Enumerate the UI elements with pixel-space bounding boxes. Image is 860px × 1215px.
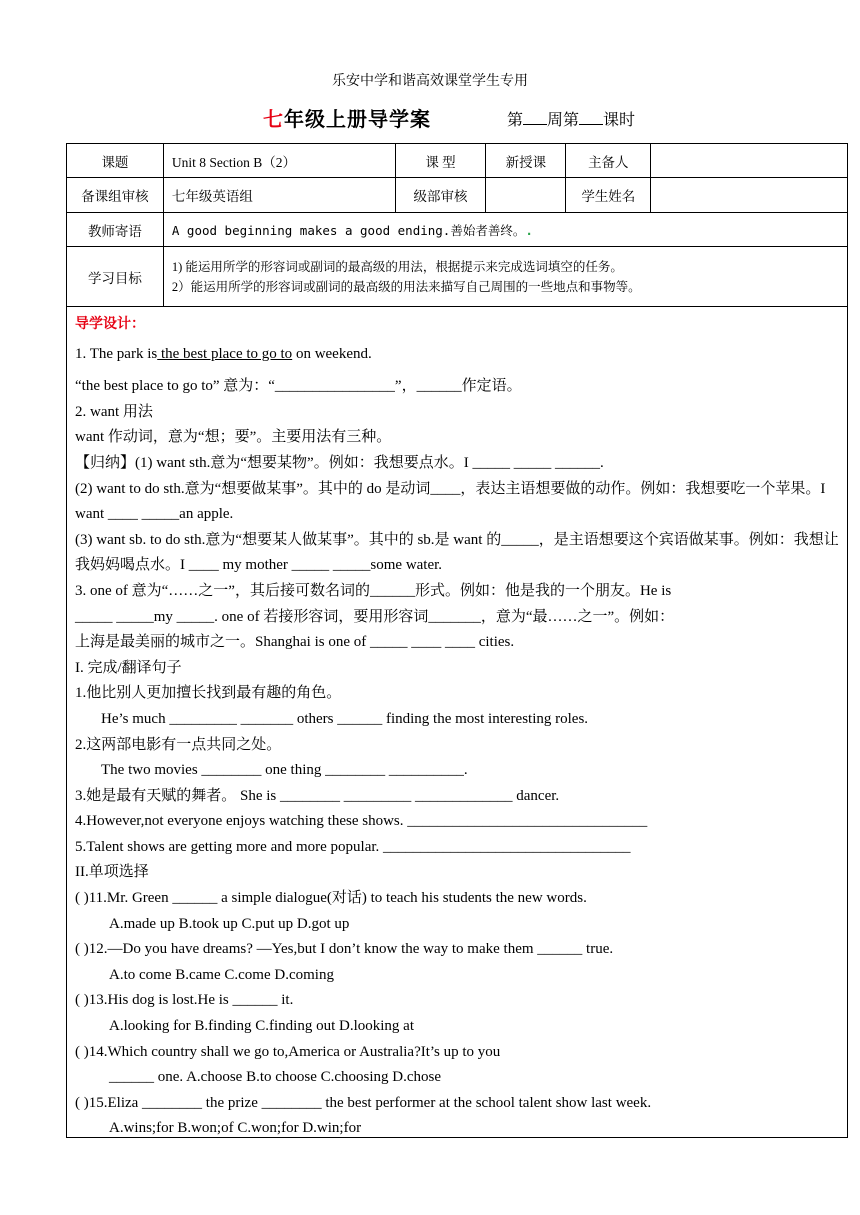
teacher-message-text: A good beginning makes a good ending.善始者善终。 [171,222,526,238]
value-grade-review[interactable] [486,178,566,213]
week-period [507,107,635,130]
label-group-review: 备课组审核 [67,178,164,213]
info-table [66,143,848,307]
school-line: 乐安中学和谐高效课堂学生专用 [332,74,528,89]
label-lesson-type: 课 型 [395,144,486,178]
info-row-message [67,213,848,247]
line-18: 5.Talent shows are getting more and more popular. _________________________________ [75,838,631,855]
question-12-options: A.to come B.came C.come D.coming [109,966,334,983]
question-14: ( )14.Which country shall we go to,America or Australia?It’s up to you [75,1043,501,1060]
line-12: 1.他比别人更加擅长找到最有趣的角色。 [75,685,342,702]
line-8: 3. one of 意为“……之一”，其后接可数名词的______形式。例如：他是我的一个朋友。He is [75,582,672,599]
line-9: _____ _____my _____. one of 若接形容词，要用形容词_______，意为“最……之一”。例如： [75,608,675,625]
line-3: 2. want 用法 [75,403,153,420]
question-15-options: A.wins;for B.won;of C.won;for D.win;for [109,1120,362,1137]
question-13: ( )13.His dog is lost.He is ______ it. [75,992,294,1009]
value-topic: Unit 8 Section B（2） [163,144,395,178]
line-4: want 作动词，意为“想；要”。主要用法有三种。 [75,429,392,446]
week-label-a: 第 [507,112,524,129]
line-6: (2) want to do sth.意为“想要做某事”。其中的 do 是动词____，表达主语想要做的动作。例如：我想要吃一个苹果。I want ____ _____an apple. [75,480,826,523]
question-15: ( )15.Eliza ________ the prize ________ the best performer at the school talent show last week. [75,1094,652,1111]
value-learning-goals [163,247,847,307]
line-1 [75,342,840,368]
question-11-options: A.made up B.took up C.put up D.got up [109,915,350,932]
question-12: ( )12.—Do you have dreams? —Yes,but I don’t know the way to make them ______ true. [75,941,614,958]
value-teacher-message [163,213,847,247]
line-19: II.单项选择 [75,864,149,881]
info-row-goals [67,247,848,307]
question-14-options: ______ one. A.choose B.to choose C.choosing D.chose [109,1069,442,1086]
label-grade-review: 级部审核 [395,178,486,213]
guide-content [75,312,840,1142]
line-2: “the best place to go to” 意为：“________________”，______作定语。 [75,378,522,395]
line-14: 2.这两部电影有一点共同之处。 [75,736,282,753]
value-group-review: 七年级英语组 [163,178,395,213]
label-topic: 课题 [67,144,164,178]
question-13-options: A.looking for B.finding C.finding out D.looking at [109,1018,414,1035]
value-student-name[interactable] [651,178,848,213]
label-preparer: 主备人 [566,144,651,178]
page-title [263,103,431,132]
line-13: He’s much _________ _______ others ______ finding the most interesting roles. [101,710,589,727]
label-teacher-message: 教师寄语 [67,213,164,247]
line-1-c: on weekend. [292,345,372,362]
label-student-name: 学生姓名 [566,178,651,213]
line-1-a: 1. The park is [75,345,158,362]
section-title: 导学设计： [75,316,145,332]
line-5: 【归纳】(1) want sth.意为“想要某物”。例如：我想要点水。I _____ _____ ______. [75,454,604,471]
week-label-b: 周第 [547,112,580,129]
line-11: I. 完成/翻译句子 [75,659,182,676]
title-text: 年级上册导学案 [284,107,431,131]
info-row-topic [67,144,848,178]
goal-line-1: 1) 能运用所学的形容词或副词的最高级的用法，根据提示来完成选词填空的任务。 [171,259,623,274]
line-16: 3.她是最有天赋的舞者。 She is ________ _________ _____________ dancer. [75,787,560,804]
green-dot-icon: . [525,222,533,238]
line-15: The two movies ________ one thing ________ __________. [101,762,468,779]
line-10: 上海是最美丽的城市之一。Shanghai is one of _____ ____ ____ cities. [75,634,515,651]
title-red-char: 七 [263,107,284,131]
line-7: (3) want sb. to do sth.意为“想要某人做某事”。其中的 sb.是 want 的_____，是主语想要这个宾语做某事。例如：我想让我妈妈喝点水。I ____ my mother _____ _____some water. [75,531,839,574]
week-blank[interactable] [523,110,547,125]
line-17: 4.However,not everyone enjoys watching these shows. ________________________________ [75,813,648,830]
question-11: ( )11.Mr. Green ______ a simple dialogue(对话) to teach his students the new words. [75,890,587,907]
week-label-c: 课时 [603,112,636,129]
value-preparer[interactable] [651,144,848,178]
goal-line-2: 2）能运用所学的形容词或副词的最高级的用法来描写自己周围的一些地点和事物等。 [171,279,641,294]
label-learning-goals: 学习目标 [67,247,164,307]
info-row-review [67,178,848,213]
period-blank[interactable] [579,110,603,125]
title-row [0,103,860,135]
value-lesson-type: 新授课 [486,144,566,178]
line-1-underlined: the best place to go to [157,345,293,362]
